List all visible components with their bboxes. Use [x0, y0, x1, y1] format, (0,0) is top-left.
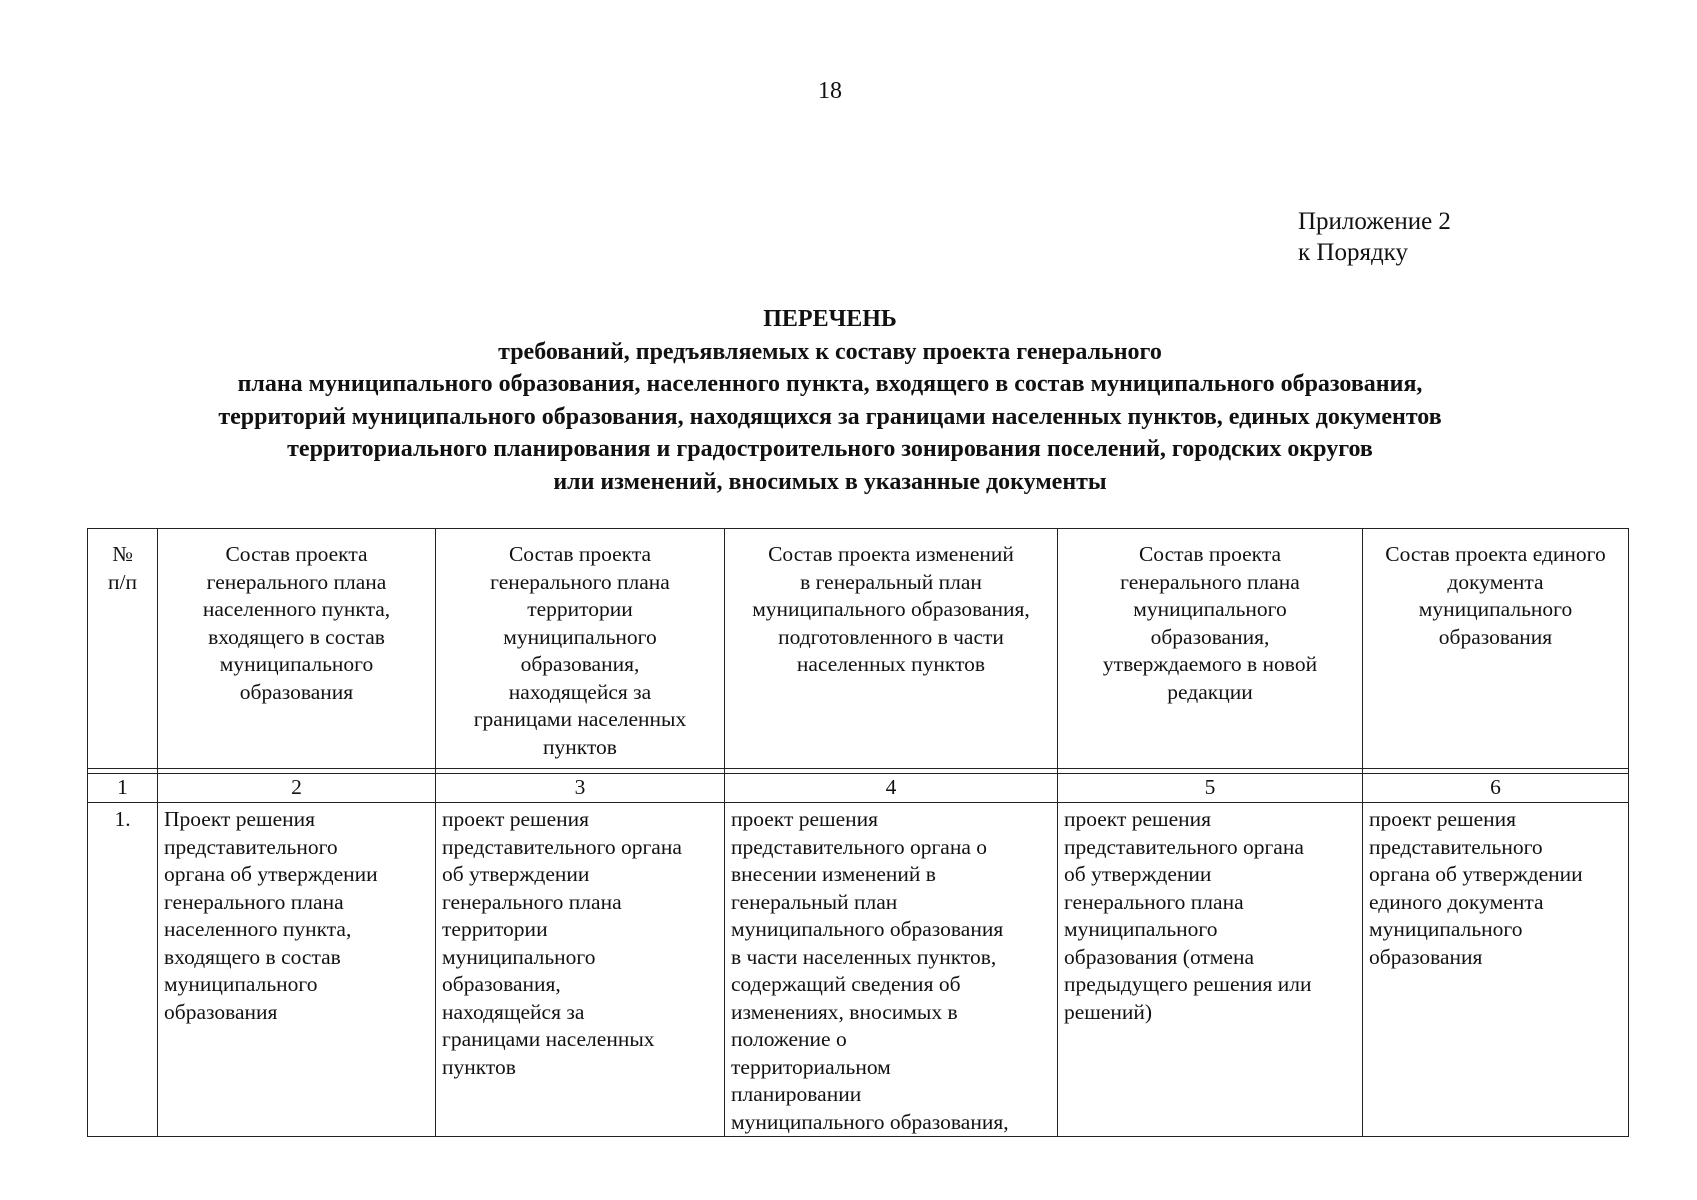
table-cell: проект решения представительного органа об утверждении единого документа муниципального образования	[1363, 803, 1629, 1137]
header-settlement-plan: Состав проекта генерального плана населенного пункта, входящего в состав муниципального образования	[158, 529, 436, 769]
column-number: 3	[436, 774, 725, 803]
appendix-line-2: к Порядку	[1298, 239, 1408, 266]
table-cell: проект решения представительного органа о внесении изменений в генеральный план муниципального образования в части населенных пунктов, содержащий сведения об изменениях, вносимых в положение о территориальном планировании муниципального образования,	[725, 803, 1058, 1137]
table-row	[88, 803, 1629, 1137]
header-new-edition-plan: Состав проекта генерального плана муниципального образования, утверждаемого в новой редакции	[1058, 529, 1363, 769]
requirements-table	[87, 528, 1629, 1137]
table-header-row	[88, 529, 1629, 769]
appendix-line-1: Приложение 2	[1298, 208, 1451, 235]
column-numbers-row	[88, 774, 1629, 803]
page-number: 18	[818, 78, 842, 104]
title-heading: ПЕРЕЧЕНЬ	[763, 306, 897, 332]
title-line-1: требований, предъявляемых к составу проекта генерального	[498, 338, 1162, 365]
column-number: 5	[1058, 774, 1363, 803]
title-line-2: плана муниципального образования, населенного пункта, входящего в состав муниципального образования,	[237, 371, 1423, 397]
title-line-4: территориального планирования и градостроительного зонирования поселений, городских округов	[287, 436, 1373, 462]
header-territory-plan: Состав проекта генерального плана территории муниципального образования, находящейся за границами населенных пунктов	[436, 529, 725, 769]
table-cell: Проект решения представительного органа об утверждении генерального плана населенного пункта, входящего в состав муниципального образования	[158, 803, 436, 1137]
title-line-3: территорий муниципального образования, находящихся за границами населенных пунктов, единых документов	[218, 403, 1442, 430]
table-cell: проект решения представительного органа об утверждении генерального плана муниципального образования (отмена предыдущего решения или решений)	[1058, 803, 1363, 1137]
header-plan-changes: Состав проекта изменений в генеральный план муниципального образования, подготовленного в части населенных пунктов	[725, 529, 1058, 769]
appendix-note	[1298, 206, 1451, 268]
header-unified-document: Состав проекта единого документа муниципального образования	[1363, 529, 1629, 769]
column-number: 2	[158, 774, 436, 803]
column-number: 1	[88, 774, 158, 803]
row-number: 1.	[88, 803, 158, 1137]
title-line-5: или изменений, вносимых в указанные документы	[553, 468, 1107, 495]
table-cell: проект решения представительного органа об утверждении генерального плана территории муниципального образования, находящейся за границами населенных пунктов	[436, 803, 725, 1137]
column-number: 6	[1363, 774, 1629, 803]
column-number: 4	[725, 774, 1058, 803]
document-title	[60, 303, 1600, 498]
header-number: № п/п	[88, 529, 158, 769]
